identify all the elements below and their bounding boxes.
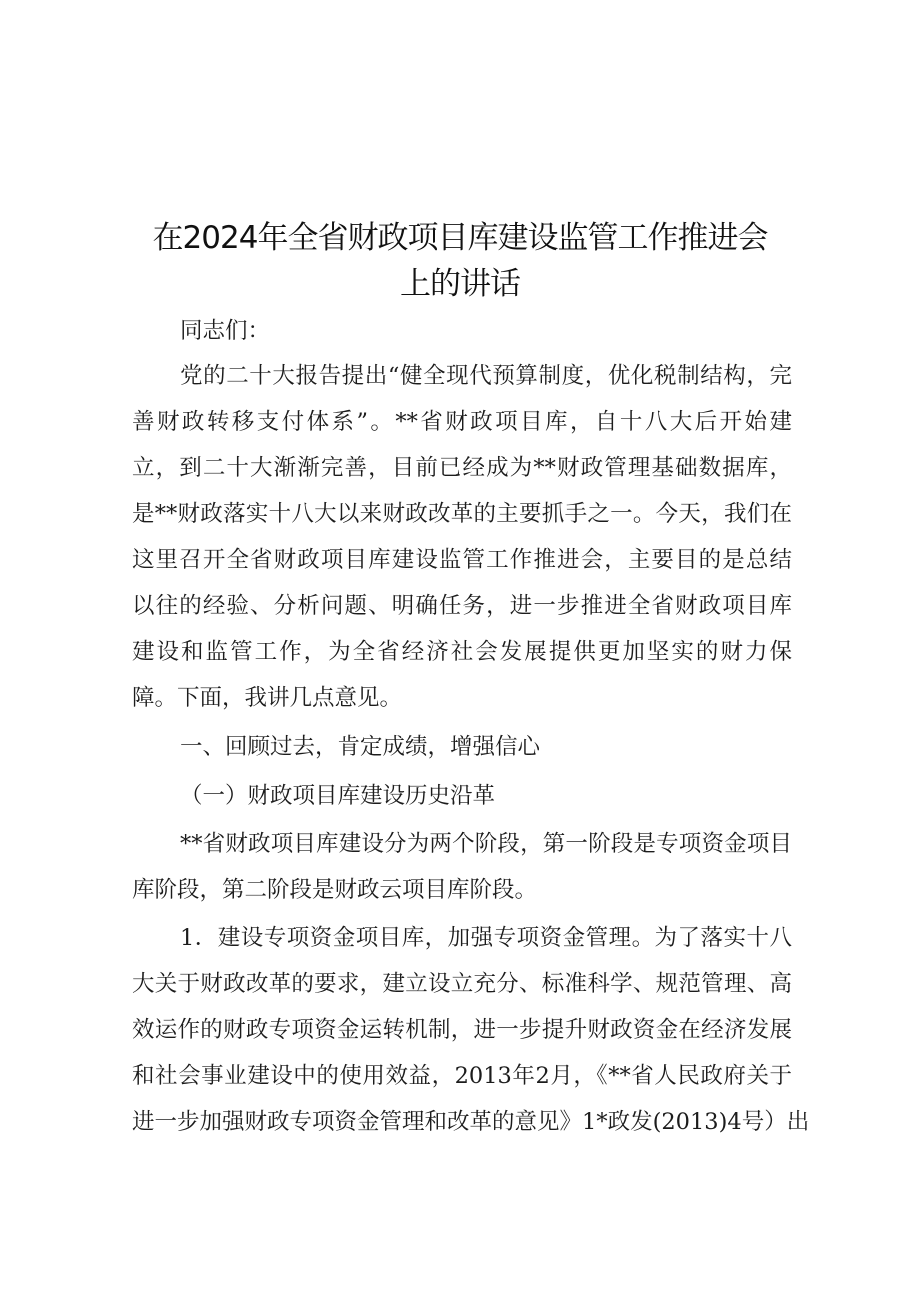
section-heading-1: 一、回顾过去，肯定成绩，增强信心	[180, 734, 541, 760]
title-line-1: 在2024年全省财政项目库建设监管工作推进会	[152, 220, 768, 256]
document-title	[0, 215, 920, 307]
paragraph-1-line-5: 这里召开全省财政项目库建设监管工作推进会，主要目的是总结	[132, 547, 792, 573]
paragraph-3-line-4: 和社会事业建设中的使用效益，2013年2月，《**省人民政府关于	[132, 1063, 792, 1089]
paragraph-3-line-2: 大关于财政改革的要求，建立设立充分、标准科学、规范管理、高	[132, 971, 792, 997]
paragraph-1-line-1: 党的二十大报告提出“健全现代预算制度，优化税制结构，完	[180, 363, 792, 389]
paragraph-1-line-3: 立，到二十大渐渐完善，目前已经成为**财政管理基础数据库，	[132, 455, 792, 481]
title-line-2: 上的讲话	[400, 266, 520, 302]
paragraph-1-line-8: 障。下面，我讲几点意见。	[132, 685, 403, 711]
subsection-heading-1-1: （一）财政项目库建设历史沿革	[180, 783, 496, 809]
paragraph-1-line-7: 建设和监管工作，为全省经济社会发展提供更加坚实的财力保	[132, 639, 792, 665]
paragraph-2-line-2: 库阶段，第二阶段是财政云项目库阶段。	[132, 877, 538, 903]
paragraph-3-line-3: 效运作的财政专项资金运转机制，进一步提升财政资金在经济发展	[132, 1017, 792, 1043]
paragraph-3-line-1: 1．建设专项资金项目库，加强专项资金管理。为了落实十八	[180, 925, 792, 951]
paragraph-3-line-5: 进一步加强财政专项资金管理和改革的意见》1*政发(2013)4号）出	[132, 1109, 810, 1135]
paragraph-1-line-4: 是**财政落实十八大以来财政改革的主要抓手之一。今天，我们在	[132, 501, 792, 527]
paragraph-2-line-1: **省财政项目库建设分为两个阶段，第一阶段是专项资金项目	[180, 831, 792, 857]
paragraph-1-line-2: 善财政转移支付体系”。**省财政项目库，自十八大后开始建	[132, 409, 792, 435]
paragraph-1-line-6: 以往的经验、分析问题、明确任务，进一步推进全省财政项目库	[132, 593, 792, 619]
salutation: 同志们：	[180, 318, 271, 344]
